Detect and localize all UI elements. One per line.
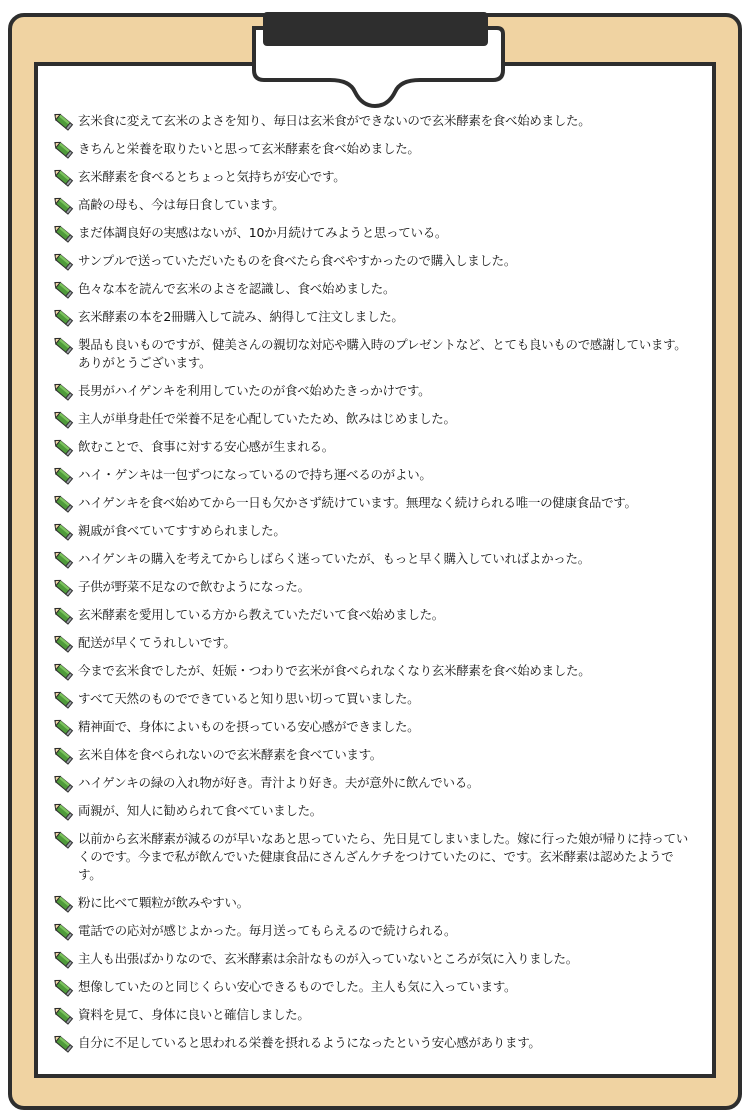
pencil-icon	[52, 718, 74, 738]
pencil-icon	[52, 922, 74, 942]
testimonial-text: 飲むことで、食事に対する安心感が生まれる。	[78, 439, 334, 454]
pencil-icon	[52, 466, 74, 486]
testimonial-text: きちんと栄養を取りたいと思って玄米酵素を食べ始めました。	[78, 141, 420, 156]
pencil-icon	[52, 140, 74, 160]
list-item	[52, 466, 692, 484]
testimonial-text: 玄米酵素の本を2冊購入して読み、納得して注文しました。	[78, 309, 404, 324]
pencil-icon	[52, 578, 74, 598]
list-item	[52, 690, 692, 708]
testimonial-text: ハイ・ゲンキは一包ずつになっているので持ち運べるのがよい。	[78, 467, 432, 482]
clip-top-bar	[263, 12, 488, 46]
list-item	[52, 1006, 692, 1024]
pencil-icon	[52, 662, 74, 682]
testimonial-text: 長男がハイゲンキを利用していたのが食べ始めたきっかけです。	[78, 383, 431, 398]
testimonial-text: 電話での応対が感じよかった。毎月送ってもらえるので続けられる。	[78, 923, 457, 938]
pencil-icon	[52, 606, 74, 626]
list-item	[52, 280, 692, 298]
testimonial-text: 両親が、知人に勧められて食べていました。	[78, 803, 323, 818]
pencil-icon	[52, 280, 74, 300]
testimonial-text: 主人が単身赴任で栄養不足を心配していたため、飲みはじめました。	[78, 411, 456, 426]
testimonial-text: ハイゲンキを食べ始めてから一日も欠かさず続けています。無理なく続けられる唯一の健康食品です。	[78, 495, 637, 510]
pencil-icon	[52, 774, 74, 794]
testimonial-text: 玄米食に変えて玄米のよさを知り、毎日は玄米食ができないので玄米酵素を食べ始めました。	[78, 113, 591, 128]
list-item	[52, 196, 692, 214]
list-item	[52, 140, 692, 158]
list-item	[52, 606, 692, 624]
list-item	[52, 308, 692, 326]
pencil-icon	[52, 382, 74, 402]
list-item	[52, 494, 692, 512]
list-item	[52, 336, 692, 372]
testimonial-text: 精神面で、身体によいものを摂っている安心感ができました。	[78, 719, 420, 734]
testimonial-text: ハイゲンキの購入を考えてからしばらく迷っていたが、もっと早く購入していればよかった。	[78, 551, 590, 566]
testimonial-list	[52, 112, 692, 1062]
list-item	[52, 112, 692, 130]
list-item	[52, 550, 692, 568]
pencil-icon	[52, 438, 74, 458]
pencil-icon	[52, 690, 74, 710]
list-item	[52, 224, 692, 242]
testimonial-text: 高齢の母も、今は毎日食しています。	[78, 197, 285, 212]
list-item	[52, 978, 692, 996]
testimonial-text: 玄米自体を食べられないので玄米酵素を食べています。	[78, 747, 383, 762]
list-item	[52, 718, 692, 736]
testimonial-text: 想像していたのと同じくらい安心できるものでした。主人も気に入っています。	[78, 979, 517, 994]
testimonial-text: 子供が野菜不足なので飲むようになった。	[78, 579, 310, 594]
pencil-icon	[52, 634, 74, 654]
testimonial-text: 配送が早くてうれしいです。	[78, 635, 236, 650]
list-item	[52, 746, 692, 764]
list-item	[52, 922, 692, 940]
pencil-icon	[52, 494, 74, 514]
pencil-icon	[52, 336, 74, 356]
testimonial-text: 今まで玄米食でしたが、妊娠・つわりで玄米が食べられなくなり玄米酵素を食べ始めました。	[78, 663, 591, 678]
testimonial-text: 資料を見て、身体に良いと確信しました。	[78, 1007, 310, 1022]
pencil-icon	[52, 252, 74, 272]
testimonial-text: 粉に比べて顆粒が飲みやすい。	[78, 895, 249, 910]
pencil-icon	[52, 308, 74, 328]
testimonial-text: 玄米酵素を愛用している方から教えていただいて食べ始めました。	[78, 607, 445, 622]
testimonial-text: 親戚が食べていてすすめられました。	[78, 523, 286, 538]
list-item	[52, 1034, 692, 1052]
list-item	[52, 578, 692, 596]
list-item	[52, 950, 692, 968]
pencil-icon	[52, 550, 74, 570]
pencil-icon	[52, 410, 74, 430]
list-item	[52, 662, 692, 680]
pencil-icon	[52, 802, 74, 822]
testimonial-text: 玄米酵素を食べるとちょっと気持ちが安心です。	[78, 169, 346, 184]
list-item	[52, 774, 692, 792]
pencil-icon	[52, 894, 74, 914]
testimonial-text: ハイゲンキの緑の入れ物が好き。青汁より好き。夫が意外に飲んでいる。	[78, 775, 480, 790]
testimonial-text: 自分に不足していると思われる栄養を摂れるようになったという安心感があります。	[78, 1035, 541, 1050]
testimonial-text: サンプルで送っていただいたものを食べたら食べやすかったので購入しました。	[78, 253, 517, 268]
list-item	[52, 252, 692, 270]
pencil-icon	[52, 746, 74, 766]
list-item	[52, 168, 692, 186]
testimonial-text: すべて天然のものでできていると知り思い切って買いました。	[78, 691, 420, 706]
list-item	[52, 410, 692, 428]
pencil-icon	[52, 1034, 74, 1054]
list-item	[52, 894, 692, 912]
pencil-icon	[52, 1006, 74, 1026]
list-item	[52, 802, 692, 820]
list-item	[52, 830, 692, 884]
pencil-icon	[52, 978, 74, 998]
testimonial-text: まだ体調良好の実感はないが、10か月続けてみようと思っている。	[78, 225, 448, 240]
testimonial-text: 主人も出張ばかりなので、玄米酵素は余計なものが入っていないところが気に入りました。	[78, 951, 578, 966]
testimonial-text: 製品も良いものですが、健美さんの親切な対応や購入時のプレゼントなど、とても良いもので感謝しています。ありがとうございます。	[78, 337, 687, 370]
pencil-icon	[52, 112, 74, 132]
pencil-icon	[52, 950, 74, 970]
pencil-icon	[52, 224, 74, 244]
pencil-icon	[52, 830, 74, 850]
testimonial-text: 色々な本を読んで玄米のよさを認識し、食べ始めました。	[78, 281, 396, 296]
pencil-icon	[52, 196, 74, 216]
list-item	[52, 522, 692, 540]
clipboard-clip	[0, 0, 750, 120]
list-item	[52, 382, 692, 400]
pencil-icon	[52, 168, 74, 188]
list-item	[52, 438, 692, 456]
list-item	[52, 634, 692, 652]
pencil-icon	[52, 522, 74, 542]
testimonial-text: 以前から玄米酵素が減るのが早いなあと思っていたら、先日見てしまいました。嫁に行った娘が帰りに持っていくのです。今まで私が飲んでいた健康食品にさんざんケチをつけていたのに、です。玄米酵素は認めたようです。	[78, 831, 689, 882]
